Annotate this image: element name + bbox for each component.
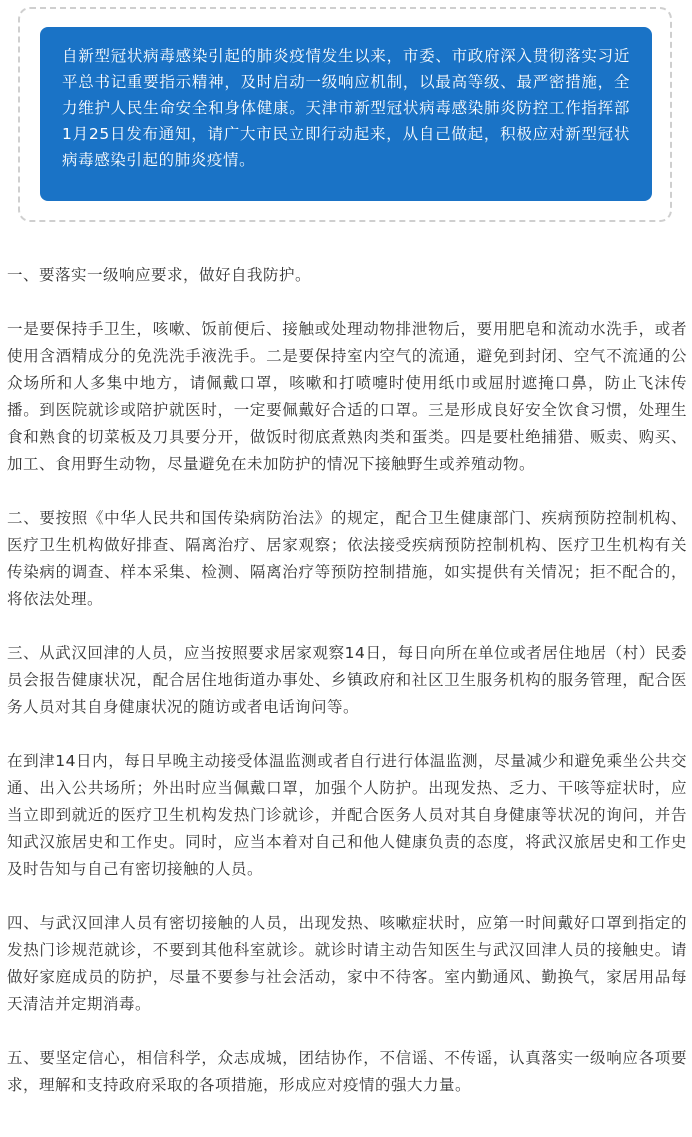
paragraph-gap	[7, 289, 687, 316]
section-4: 四、与武汉回津人员有密切接触的人员，出现发热、咳嗽症状时，应第一时间戴好口罩到指定的发热门诊规范就诊，不要到其他科室就诊。就诊时请主动告知医生与武汉回津人员的接触史。请做好家庭成员的防护，尽量不要参与社会活动，家中不待客。室内勤通风、勤换气，家居用品每天清洁并定期消毒。	[7, 914, 687, 1013]
paragraph-gap	[7, 1018, 687, 1045]
paragraph-gap	[7, 613, 687, 640]
section-1-title: 一、要落实一级响应要求，做好自我防护。	[7, 266, 312, 284]
article-body	[7, 262, 687, 1099]
notice-text: 自新型冠状病毒感染引起的肺炎疫情发生以来，市委、市政府深入贯彻落实习近平总书记重要指示精神，及时启动一级响应机制，以最高等级、最严密措施，全力维护人民生命安全和身体健康。天津市新型冠状病毒感染肺炎防控工作指挥部1月25日发布通知，请广大市民立即行动起来，从自己做起，积极应对新型冠状病毒感染引起的肺炎疫情。	[62, 47, 630, 169]
section-3-paragraph-2: 在到津14日内，每日早晚主动接受体温监测或者自行进行体温监测，尽量减少和避免乘坐公共交通、出入公共场所；外出时应当佩戴口罩，加强个人防护。出现发热、乏力、干咳等症状时，应当立即到就近的医疗卫生机构发热门诊就诊，并配合医务人员对其自身健康等状况的询问，并告知武汉旅居史和工作史。同时，应当本着对自己和他人健康负责的态度，将武汉旅居史和工作史及时告知与自己有密切接触的人员。	[7, 752, 687, 878]
section-1-body: 一是要保持手卫生，咳嗽、饭前便后、接触或处理动物排泄物后，要用肥皂和流动水洗手，或者使用含酒精成分的免洗洗手液洗手。二是要保持室内空气的流通，避免到封闭、空气不流通的公众场所和人多集中地方，请佩戴口罩，咳嗽和打喷嚏时使用纸巾或屈肘遮掩口鼻，防止飞沫传播。到医院就诊或陪护就医时，一定要佩戴好合适的口罩。三是形成良好安全饮食习惯，处理生食和熟食的切菜板及刀具要分开，做饭时彻底煮熟肉类和蛋类。四是要杜绝捕猎、贩卖、购买、加工、食用野生动物，尽量避免在未加防护的情况下接触野生或养殖动物。	[7, 320, 687, 473]
section-5: 五、要坚定信心，相信科学，众志成城，团结协作，不信谣、不传谣，认真落实一级响应各项要求，理解和支持政府采取的各项措施，形成应对疫情的强大力量。	[7, 1049, 687, 1094]
paragraph-gap	[7, 721, 687, 748]
section-3-paragraph-1: 三、从武汉回津的人员，应当按照要求居家观察14日，每日向所在单位或者居住地居（村）民委员会报告健康状况，配合居住地街道办事处、乡镇政府和社区卫生服务机构的服务管理，配合医务人员对其自身健康状况的随访或者电话询问等。	[7, 644, 687, 716]
section-2: 二、要按照《中华人民共和国传染病防治法》的规定，配合卫生健康部门、疾病预防控制机构、医疗卫生机构做好排查、隔离治疗、居家观察；依法接受疾病预防控制机构、医疗卫生机构有关传染病的调查、样本采集、检测、隔离治疗等预防控制措施，如实提供有关情况；拒不配合的，将依法处理。	[7, 509, 687, 608]
paragraph-gap	[7, 883, 687, 910]
paragraph-gap	[7, 478, 687, 505]
notice-box	[40, 27, 652, 201]
